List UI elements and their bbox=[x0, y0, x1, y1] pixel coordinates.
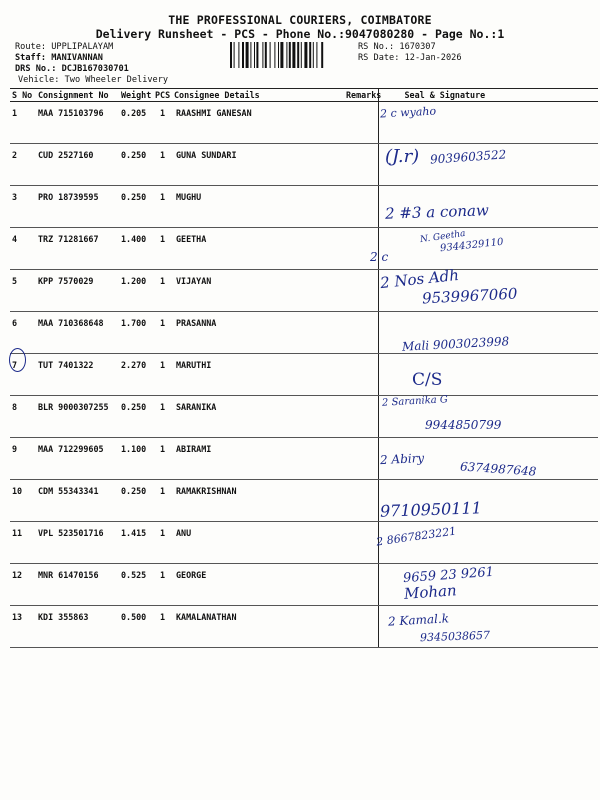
table-row bbox=[10, 606, 598, 648]
cell-consignee: RAMAKRISHNAN bbox=[172, 480, 344, 522]
rs-no-value: 1670307 bbox=[399, 42, 436, 52]
cell-remarks bbox=[344, 270, 378, 312]
col-weight: Weight bbox=[121, 90, 152, 100]
cell-weight: 0.205 bbox=[119, 102, 153, 144]
barcode-bar bbox=[274, 42, 275, 68]
barcode-bar bbox=[270, 42, 271, 68]
cell-remarks bbox=[344, 396, 378, 438]
cell-sno: 2 bbox=[10, 144, 36, 186]
barcode-bar bbox=[265, 42, 267, 68]
barcode-bar bbox=[250, 42, 251, 68]
cell-signature bbox=[378, 354, 598, 396]
company-title: THE PROFESSIONAL COURIERS, COIMBATORE bbox=[168, 13, 432, 27]
cell-consignment: TRZ 71281667 bbox=[36, 228, 119, 270]
cell-pcs: 1 bbox=[153, 396, 172, 438]
cell-sno: 7 bbox=[10, 354, 36, 396]
cell-consignee: SARANIKA bbox=[172, 396, 344, 438]
table-header-row bbox=[10, 89, 598, 102]
signature-row-13-phone: 9345038657 bbox=[419, 628, 491, 645]
cell-consignment: KDI 355863 bbox=[36, 606, 119, 648]
signature-row-10: 9710950111 bbox=[379, 498, 483, 521]
cell-remarks bbox=[344, 606, 378, 648]
cell-weight: 1.100 bbox=[119, 438, 153, 480]
cell-consignment: BLR 9000307255 bbox=[36, 396, 119, 438]
cell-weight: 0.250 bbox=[119, 186, 153, 228]
cell-consignee: GUNA SUNDARI bbox=[172, 144, 344, 186]
cell-weight: 0.500 bbox=[119, 606, 153, 648]
col-signature: Seal & Signature bbox=[378, 89, 598, 102]
cell-consignee: GEORGE bbox=[172, 564, 344, 606]
cell-consignment: PRO 18739595 bbox=[36, 186, 119, 228]
barcode-bar bbox=[297, 42, 299, 68]
cell-consignment: MAA 712299605 bbox=[36, 438, 119, 480]
cell-remarks bbox=[344, 312, 378, 354]
signature-row-7: C/S bbox=[412, 370, 443, 390]
barcode-bar bbox=[289, 42, 291, 68]
cell-consignee: ANU bbox=[172, 522, 344, 564]
signature-row-8-phone: 9944850799 bbox=[425, 418, 502, 432]
cell-sno: 11 bbox=[10, 522, 36, 564]
table-row bbox=[10, 102, 598, 144]
barcode-bar bbox=[262, 42, 263, 68]
cell-consignee: PRASANNA bbox=[172, 312, 344, 354]
cell-consignee: MUGHU bbox=[172, 186, 344, 228]
signature-row-13-name: 2 Kamal.k bbox=[387, 611, 450, 629]
cell-remarks bbox=[344, 480, 378, 522]
staff-line bbox=[15, 53, 103, 63]
signature-row-11: 2 8667823221 bbox=[375, 524, 457, 549]
table-row bbox=[10, 354, 598, 396]
cell-sno: 4 bbox=[10, 228, 36, 270]
signature-row-4-name: N. Geetha bbox=[419, 228, 467, 246]
cell-weight: 0.250 bbox=[119, 396, 153, 438]
cell-pcs: 1 bbox=[153, 186, 172, 228]
cell-remarks bbox=[344, 144, 378, 186]
ink-circle-mark bbox=[9, 348, 26, 372]
cell-weight: 1.415 bbox=[119, 522, 153, 564]
cell-remarks bbox=[344, 354, 378, 396]
barcode-bar bbox=[313, 42, 314, 68]
barcode-bar bbox=[280, 42, 283, 68]
cell-consignment: CDM 55343341 bbox=[36, 480, 119, 522]
barcode-bar bbox=[242, 42, 244, 68]
table-row bbox=[10, 396, 598, 438]
barcode-bar bbox=[230, 42, 232, 68]
drs-line bbox=[15, 64, 129, 74]
signature-row-4-phone: 9344329110 bbox=[439, 236, 505, 255]
cell-sno: 10 bbox=[10, 480, 36, 522]
cell-sno: 1 bbox=[10, 102, 36, 144]
cell-consignment: CUD 2527160 bbox=[36, 144, 119, 186]
cell-consignment: MAA 715103796 bbox=[36, 102, 119, 144]
cell-pcs: 1 bbox=[153, 480, 172, 522]
barcode-bar bbox=[256, 42, 258, 68]
vehicle-label: Vehicle: bbox=[18, 75, 60, 85]
route-line bbox=[15, 42, 113, 52]
signature-row-6: Mali 9003023998 bbox=[401, 334, 510, 354]
barcode-bar bbox=[292, 42, 295, 68]
signature-row-8-name: 2 Saranika G bbox=[381, 394, 449, 409]
signature-row-1: 2 c wyaho bbox=[379, 104, 437, 121]
cell-weight: 0.525 bbox=[119, 564, 153, 606]
barcode-bar bbox=[238, 42, 239, 68]
cell-sno: 8 bbox=[10, 396, 36, 438]
cell-sno: 12 bbox=[10, 564, 36, 606]
cell-weight: 0.250 bbox=[119, 144, 153, 186]
cell-pcs: 1 bbox=[153, 228, 172, 270]
runsheet-barcode bbox=[230, 42, 356, 68]
cell-sno: 9 bbox=[10, 438, 36, 480]
staff-value: MANIVANNAN bbox=[51, 53, 103, 63]
barcode-bar bbox=[321, 42, 323, 68]
cell-remarks bbox=[344, 438, 378, 480]
barcode-bar bbox=[316, 42, 317, 68]
cell-remarks bbox=[344, 564, 378, 606]
runsheet-table bbox=[10, 88, 598, 648]
cell-consignment: MNR 61470156 bbox=[36, 564, 119, 606]
signature-row-12-phone: 9659 23 9261 bbox=[402, 564, 495, 587]
barcode-bar bbox=[278, 42, 279, 68]
table-row bbox=[10, 312, 598, 354]
cell-sno: 3 bbox=[10, 186, 36, 228]
barcode-bar bbox=[246, 42, 249, 68]
cell-consignee: ABIRAMI bbox=[172, 438, 344, 480]
cell-consignee: RAASHMI GANESAN bbox=[172, 102, 344, 144]
cell-consignment: VPL 523501716 bbox=[36, 522, 119, 564]
cell-consignment: MAA 710368648 bbox=[36, 312, 119, 354]
col-pcs: PCS bbox=[155, 90, 171, 100]
cell-sno: 5 bbox=[10, 270, 36, 312]
route-value: UPPLIPALAYAM bbox=[51, 42, 114, 52]
cell-pcs: 1 bbox=[153, 354, 172, 396]
drs-label: DRS No.: bbox=[15, 64, 57, 74]
barcode-bar bbox=[304, 42, 307, 68]
cell-pcs: 1 bbox=[153, 144, 172, 186]
rs-no-label: RS No.: bbox=[358, 42, 395, 52]
table-row bbox=[10, 480, 598, 522]
cell-consignee: KAMALANATHAN bbox=[172, 606, 344, 648]
cell-pcs: 1 bbox=[153, 564, 172, 606]
barcode-bar bbox=[234, 42, 235, 68]
cell-pcs: 1 bbox=[153, 522, 172, 564]
cell-weight: 0.250 bbox=[119, 480, 153, 522]
cell-weight: 1.400 bbox=[119, 228, 153, 270]
table-row bbox=[10, 564, 598, 606]
cell-pcs: 1 bbox=[153, 438, 172, 480]
signature-row-4-mark: 2 c bbox=[370, 250, 389, 264]
cell-remarks bbox=[344, 186, 378, 228]
signature-row-2-phone: 9039603522 bbox=[429, 147, 507, 167]
signature-row-2-mark: (J.r) bbox=[385, 146, 420, 167]
cell-pcs: 1 bbox=[153, 270, 172, 312]
vehicle-value: Two Wheeler Delivery bbox=[64, 75, 169, 85]
cell-consignment: TUT 7401322 bbox=[36, 354, 119, 396]
col-consignee: Consignee Details bbox=[172, 89, 344, 102]
signature-row-12-name: Mohan bbox=[403, 581, 458, 603]
cell-remarks bbox=[344, 102, 378, 144]
cell-weight: 1.700 bbox=[119, 312, 153, 354]
staff-label: Staff: bbox=[15, 53, 47, 63]
rs-date-value: 12-Jan-2026 bbox=[404, 53, 462, 63]
col-consignment: Consignment No bbox=[36, 89, 119, 102]
signature-row-9-phone: 6374987648 bbox=[459, 459, 537, 479]
rs-date-line bbox=[358, 53, 462, 63]
rs-date-label: RS Date: bbox=[358, 53, 400, 63]
table-row bbox=[10, 144, 598, 186]
cell-consignment: KPP 7570029 bbox=[36, 270, 119, 312]
cell-consignee: VIJAYAN bbox=[172, 270, 344, 312]
barcode-bar bbox=[254, 42, 255, 68]
cell-consignee: MARUTHI bbox=[172, 354, 344, 396]
table-row bbox=[10, 522, 598, 564]
barcode-bar bbox=[309, 42, 311, 68]
signature-row-3: 2 #3 a conaw bbox=[384, 201, 490, 223]
runsheet-subtitle: Delivery Runsheet - PCS - Phone No.:9047080280 - Page No.:1 bbox=[95, 27, 505, 41]
signature-row-9-name: 2 Abiry bbox=[379, 450, 425, 468]
cell-weight: 1.200 bbox=[119, 270, 153, 312]
signature-row-5-name: 2 Nos Adh bbox=[379, 265, 460, 293]
table-row bbox=[10, 228, 598, 270]
vehicle-line bbox=[18, 75, 168, 85]
cell-pcs: 1 bbox=[153, 312, 172, 354]
cell-sno: 6 bbox=[10, 312, 36, 354]
barcode-bar bbox=[286, 42, 287, 68]
cell-consignee: GEETHA bbox=[172, 228, 344, 270]
cell-pcs: 1 bbox=[153, 606, 172, 648]
barcode-bar bbox=[301, 42, 302, 68]
drs-value: DCJB167030701 bbox=[61, 64, 129, 74]
cell-sno: 13 bbox=[10, 606, 36, 648]
col-sno: S No bbox=[10, 89, 36, 102]
cell-weight: 2.270 bbox=[119, 354, 153, 396]
table-row bbox=[10, 186, 598, 228]
rs-no-line bbox=[358, 42, 436, 52]
cell-pcs: 1 bbox=[153, 102, 172, 144]
col-remarks: Remarks bbox=[346, 90, 382, 100]
signature-row-5-phone: 9539967060 bbox=[421, 284, 518, 308]
route-label: Route: bbox=[15, 42, 47, 52]
cell-remarks bbox=[344, 522, 378, 564]
